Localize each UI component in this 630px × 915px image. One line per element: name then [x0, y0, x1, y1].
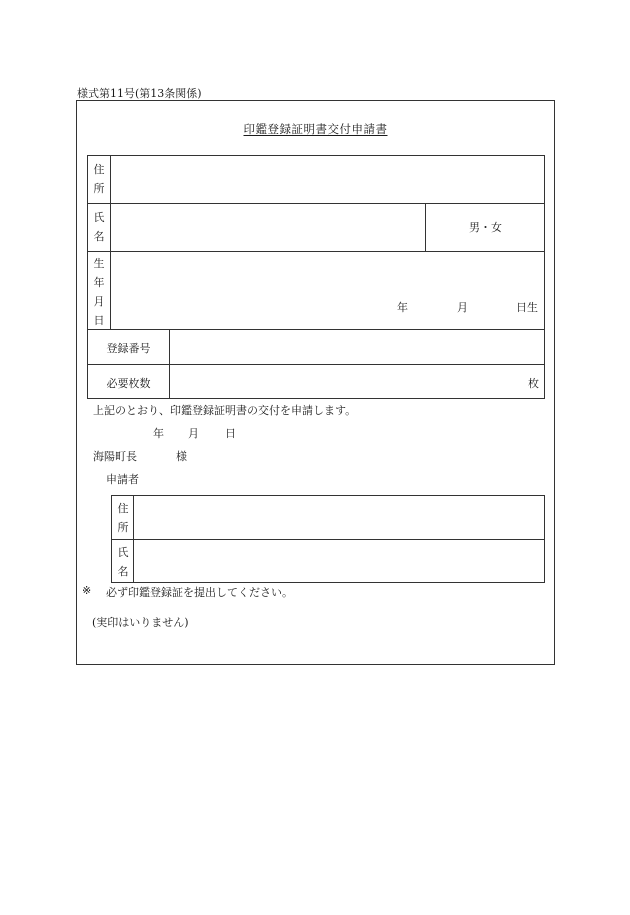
birthdate-label-char: 生: [93, 257, 105, 270]
name-label-char: 名: [93, 230, 105, 243]
document-title: [76, 121, 555, 137]
note-parenthetical: (実印はいりません): [92, 616, 189, 629]
note-mark: ※: [82, 584, 92, 597]
name-label-char: 氏: [93, 211, 105, 224]
document-title-text: 印鑑登録証明書交付申請書: [243, 122, 388, 136]
form-number: 様式第11号(第13条関係): [77, 87, 202, 100]
requester-name-label-char: 名: [117, 565, 129, 578]
name-field[interactable]: [111, 204, 425, 251]
address-label: [88, 160, 110, 198]
birth-month-label: 月: [457, 301, 468, 314]
addressee-name: 海陽町長: [93, 450, 137, 463]
requester-name-label-char: 氏: [117, 546, 129, 559]
birthdate-label: [88, 254, 110, 330]
requester-name-label: [112, 543, 134, 581]
birthdate-field[interactable]: [111, 252, 544, 329]
birthdate-label-char: 月: [93, 295, 105, 308]
requester-address-label: [112, 499, 134, 537]
registration-number-label: 登録番号: [106, 342, 151, 355]
copies-unit: 枚: [528, 377, 539, 390]
address-label-char: 住: [93, 163, 105, 176]
birthdate-label-char: 年: [93, 276, 105, 289]
copies-label: 必要枚数: [106, 377, 151, 390]
date-month-label: 月: [188, 427, 199, 440]
gender-choice[interactable]: 男・女: [469, 221, 502, 234]
requester-address-label-char: 住: [117, 502, 129, 515]
copies-field[interactable]: [170, 365, 544, 398]
registration-number-field[interactable]: [170, 330, 544, 364]
requester-address-label-char: 所: [117, 521, 129, 534]
application-statement: 上記のとおり、印鑑登録証明書の交付を申請します。: [93, 404, 357, 417]
date-year-label: 年: [153, 427, 164, 440]
requester-address-field[interactable]: [134, 496, 544, 539]
requester-label: 申請者: [106, 473, 139, 486]
name-label: [88, 208, 110, 246]
note-text: 必ず印鑑登録証を提出してください。: [106, 586, 293, 599]
address-label-char: 所: [93, 182, 105, 195]
date-day-label: 日: [225, 427, 236, 440]
address-field[interactable]: [111, 156, 544, 203]
birth-year-label: 年: [397, 301, 408, 314]
birthdate-label-char: 日: [93, 314, 105, 327]
addressee-honorific: 様: [176, 450, 187, 463]
requester-name-field[interactable]: [134, 540, 544, 582]
birth-day-label: 日生: [516, 301, 538, 314]
